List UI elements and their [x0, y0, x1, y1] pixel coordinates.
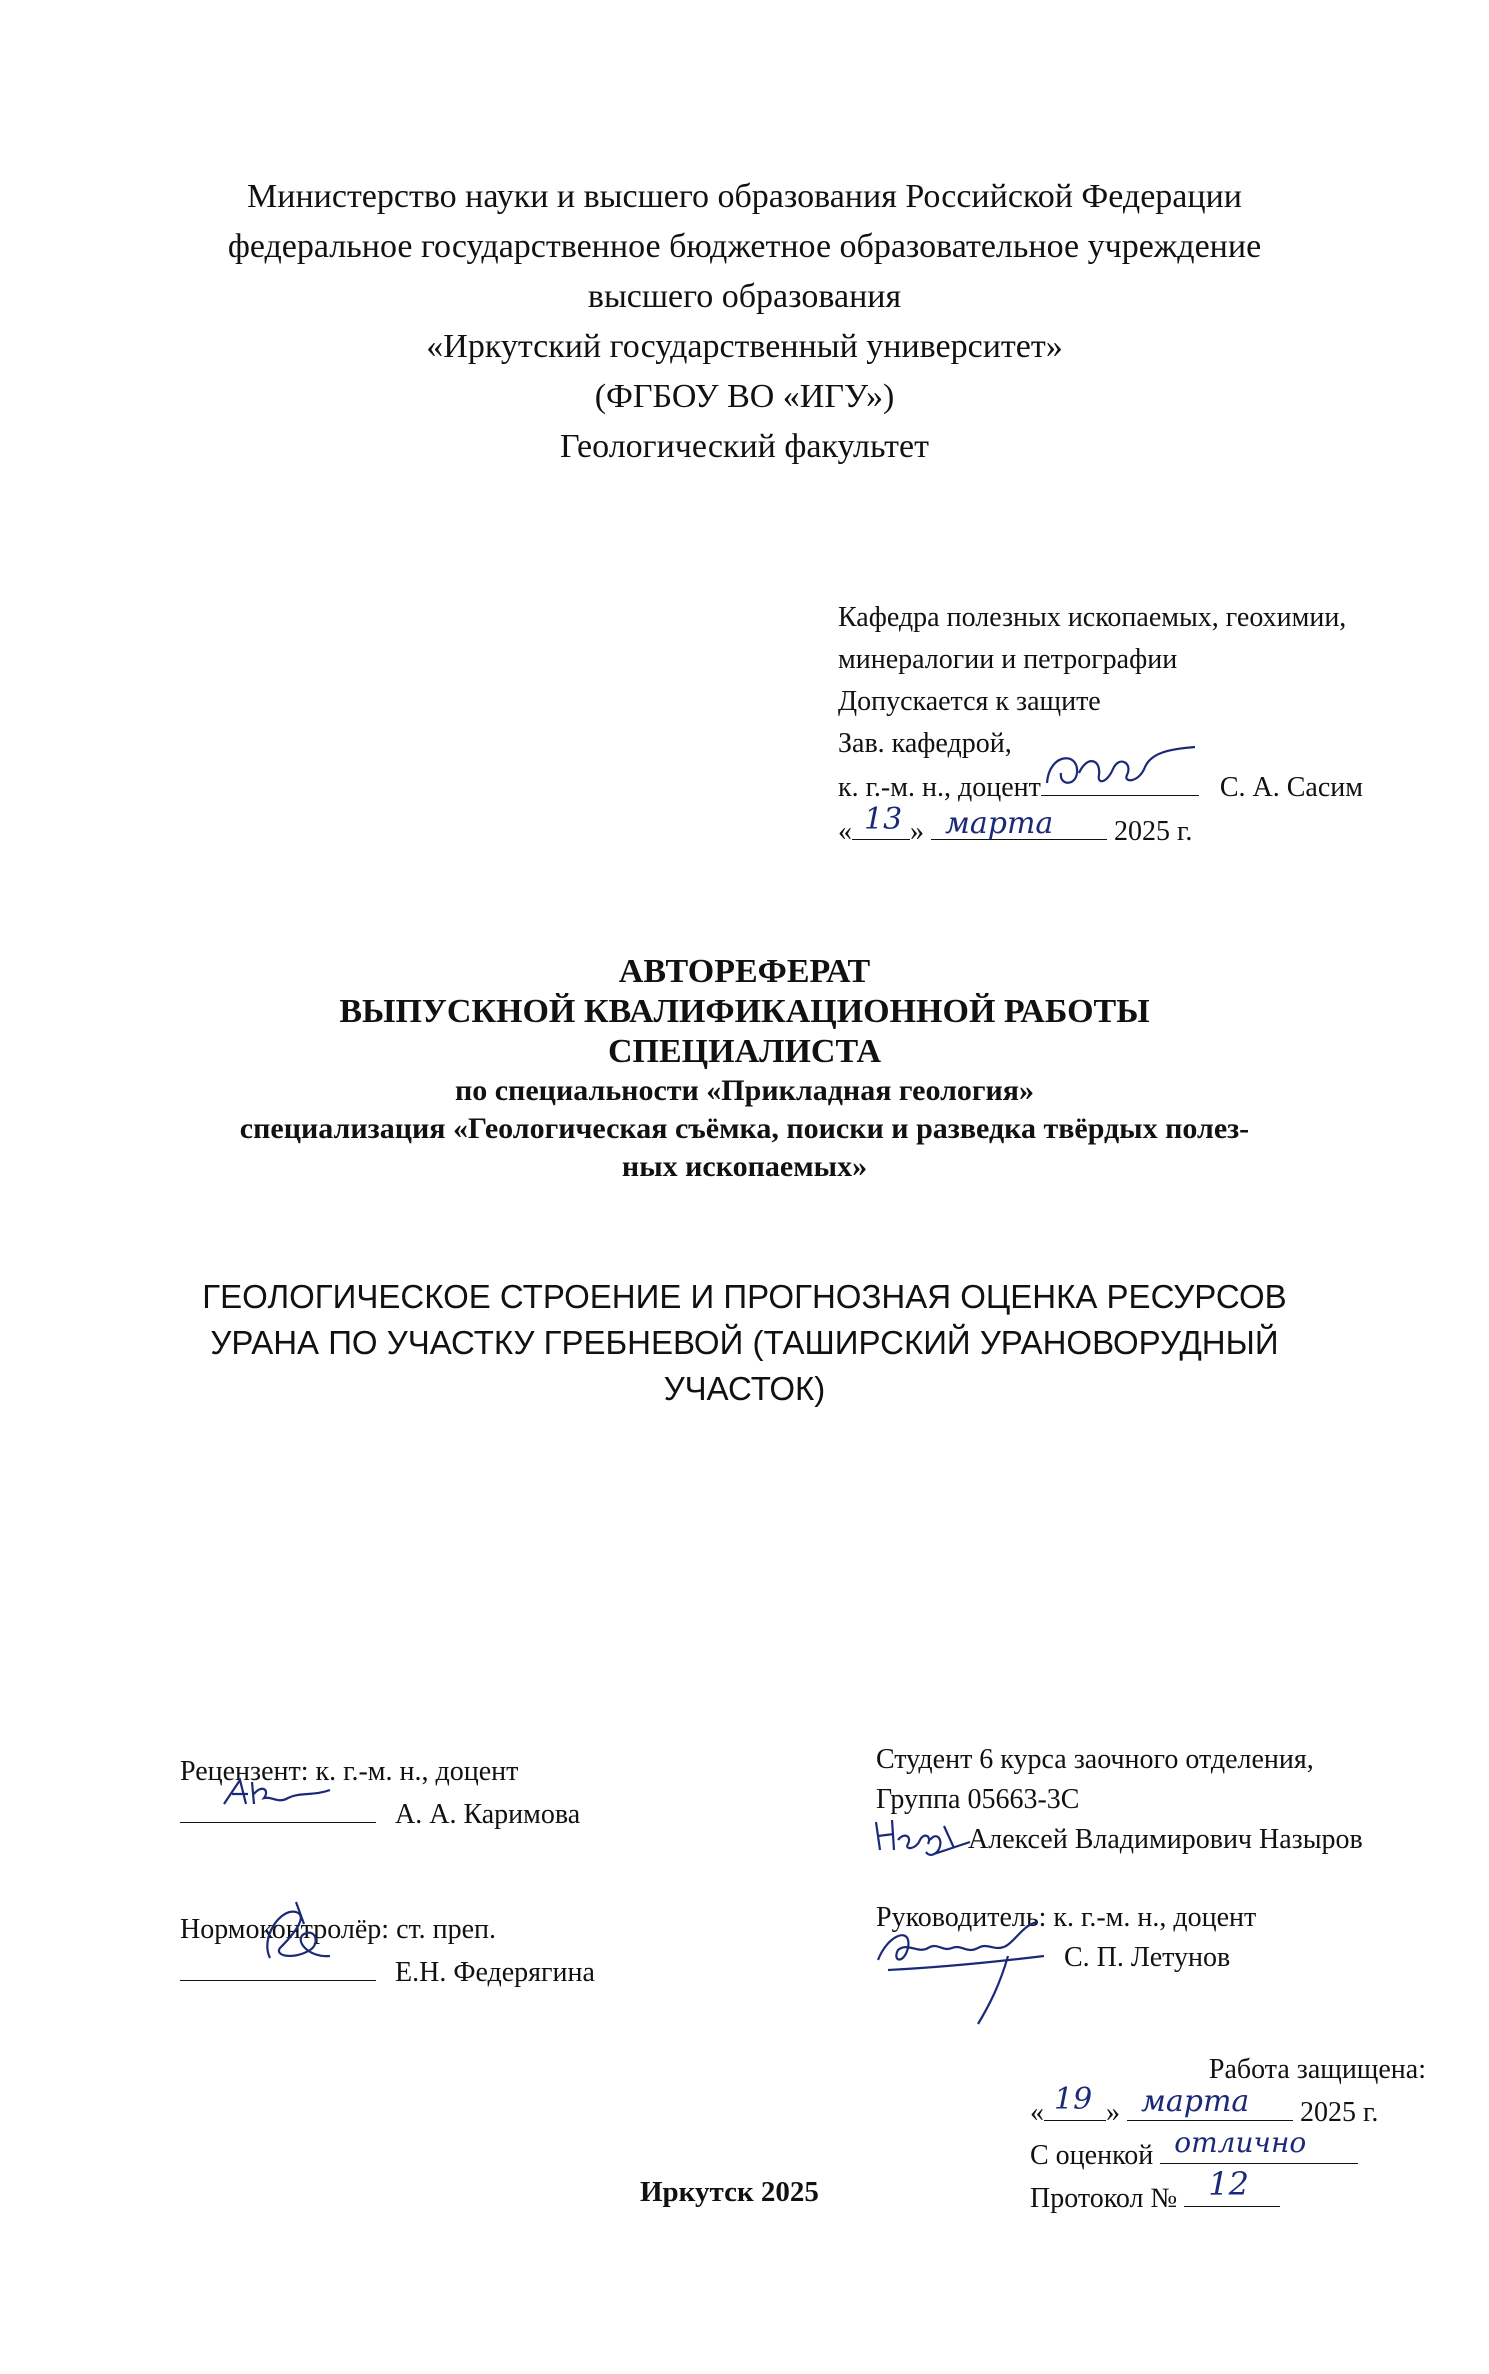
- student-group: Группа 05663-3С: [876, 1784, 1080, 1815]
- defense-day-blank: [1044, 2082, 1106, 2121]
- topic-line-2: УРАНА ПО УЧАСТКУ ГРЕБНЕВОЙ (ТАШИРСКИЙ УРАНОВОРУДНЫЙ: [210, 1324, 1279, 1361]
- supervisor-role: Руководитель: к. г.-м. н., доцент: [876, 1902, 1257, 1933]
- topic-line-3: УЧАСТОК): [663, 1370, 826, 1407]
- title-specialization-2: ных ископаемых»: [621, 1150, 868, 1183]
- institution-header: [0, 172, 1489, 472]
- footer-city-year: Иркутск 2025: [640, 2176, 819, 2208]
- approval-day-blank: [852, 802, 910, 840]
- header-line-ministry: Министерство науки и высшего образования Российской Федерации: [247, 178, 1242, 215]
- defense-month: марта: [1141, 2084, 1250, 2119]
- supervisor-name: С. П. Летунов: [1064, 1942, 1231, 1973]
- reviewer-signature-line: [180, 1792, 700, 1835]
- student-name-line: [876, 1820, 1436, 1860]
- approval-month-blank: [931, 806, 1107, 841]
- defense-quote-open: «: [1030, 2097, 1044, 2128]
- header-line-abbrev: (ФГБОУ ВО «ИГУ»): [594, 378, 895, 415]
- normcontrol-role: Нормоконтролёр: ст. преп.: [180, 1914, 497, 1945]
- approval-admit: Допускается к защите: [838, 686, 1101, 717]
- defense-day: 19: [1054, 2082, 1093, 2117]
- thesis-topic: [0, 1274, 1489, 1412]
- student-course: Студент 6 курса заочного отделения,: [876, 1744, 1314, 1775]
- approval-degree: к. г.-м. н., доцент: [838, 772, 1041, 803]
- normcontrol-signature-blank: [180, 1950, 376, 1981]
- student-block: [876, 1740, 1436, 1860]
- normcontrol-signature: [250, 1898, 370, 1968]
- title-specialization: специализация «Геологическая съёмка, поиски и разведка твёрдых полез-: [239, 1112, 1250, 1145]
- approval-name: С. А. Сасим: [1219, 772, 1363, 803]
- approval-day: 13: [864, 802, 903, 837]
- defense-protocol-label: Протокол №: [1030, 2183, 1178, 2214]
- defense-protocol: 12: [1208, 2165, 1249, 2203]
- approval-quote-open: «: [838, 816, 852, 847]
- defense-grade-label: С оценкой: [1030, 2140, 1154, 2171]
- header-line-federal: федеральное государственное бюджетное образовательное учреждение: [227, 228, 1262, 265]
- defense-protocol-blank: [1184, 2165, 1280, 2207]
- defense-status: Работа защищена:: [1208, 2054, 1426, 2085]
- title-block: [0, 952, 1489, 1186]
- title-work: ВЫПУСКНОЙ КВАЛИФИКАЦИОННОЙ РАБОТЫ: [339, 993, 1150, 1030]
- approval-date-line: [838, 802, 1458, 853]
- defense-month-blank: [1127, 2084, 1293, 2121]
- normcontrol-signature-line: [180, 1950, 740, 1993]
- approval-year: 2025 г.: [1114, 816, 1193, 847]
- title-specialty: по специальности «Прикладная геология»: [454, 1074, 1035, 1107]
- student-signature: [870, 1814, 980, 1862]
- supervisor-signature: [868, 1904, 1068, 2034]
- defense-grade-blank: [1160, 2126, 1358, 2164]
- approval-month: марта: [945, 806, 1054, 841]
- reviewer-name: А. А. Каримова: [395, 1799, 581, 1830]
- approval-block: [838, 597, 1458, 853]
- approval-department-2: минералогии и петрографии: [838, 644, 1178, 675]
- student-name: Алексей Владимирович Назыров: [968, 1824, 1363, 1855]
- topic-line-1: ГЕОЛОГИЧЕСКОЕ СТРОЕНИЕ И ПРОГНОЗНАЯ ОЦЕНКА РЕСУРСОВ: [202, 1278, 1287, 1315]
- title-specialist: СПЕЦИАЛИСТА: [608, 1033, 881, 1070]
- reviewer-role: Рецензент: к. г.-м. н., доцент: [180, 1756, 519, 1787]
- defense-block: [1030, 2050, 1430, 2219]
- approval-signature-blank: [1041, 765, 1199, 796]
- supervisor-block: [876, 1898, 1436, 1978]
- defense-quote-close: »: [1106, 2097, 1120, 2128]
- header-line-faculty: Геологический факультет: [559, 428, 929, 465]
- reviewer-signature-blank: [180, 1792, 376, 1823]
- header-line-university: «Иркутский государственный университет»: [426, 328, 1063, 365]
- supervisor-name-line: [876, 1938, 1436, 1978]
- normcontrol-name: Е.Н. Федерягина: [395, 1957, 595, 1988]
- title-autoreferat: АВТОРЕФЕРАТ: [618, 953, 871, 990]
- approval-quote-close: »: [910, 816, 924, 847]
- defense-protocol-line: [1030, 2165, 1430, 2219]
- approval-signature-line: [838, 765, 1458, 809]
- defense-year: 2025 г.: [1300, 2097, 1379, 2128]
- header-line-higher-ed: высшего образования: [587, 278, 902, 315]
- approval-head: Зав. кафедрой,: [838, 728, 1012, 759]
- head-signature: [1039, 743, 1199, 793]
- reviewer-block: [180, 1752, 700, 1835]
- defense-grade: отлично: [1174, 2126, 1307, 2159]
- normcontrol-block: [180, 1910, 740, 1993]
- approval-department: Кафедра полезных ископаемых, геохимии,: [838, 602, 1347, 633]
- reviewer-signature: [218, 1774, 338, 1814]
